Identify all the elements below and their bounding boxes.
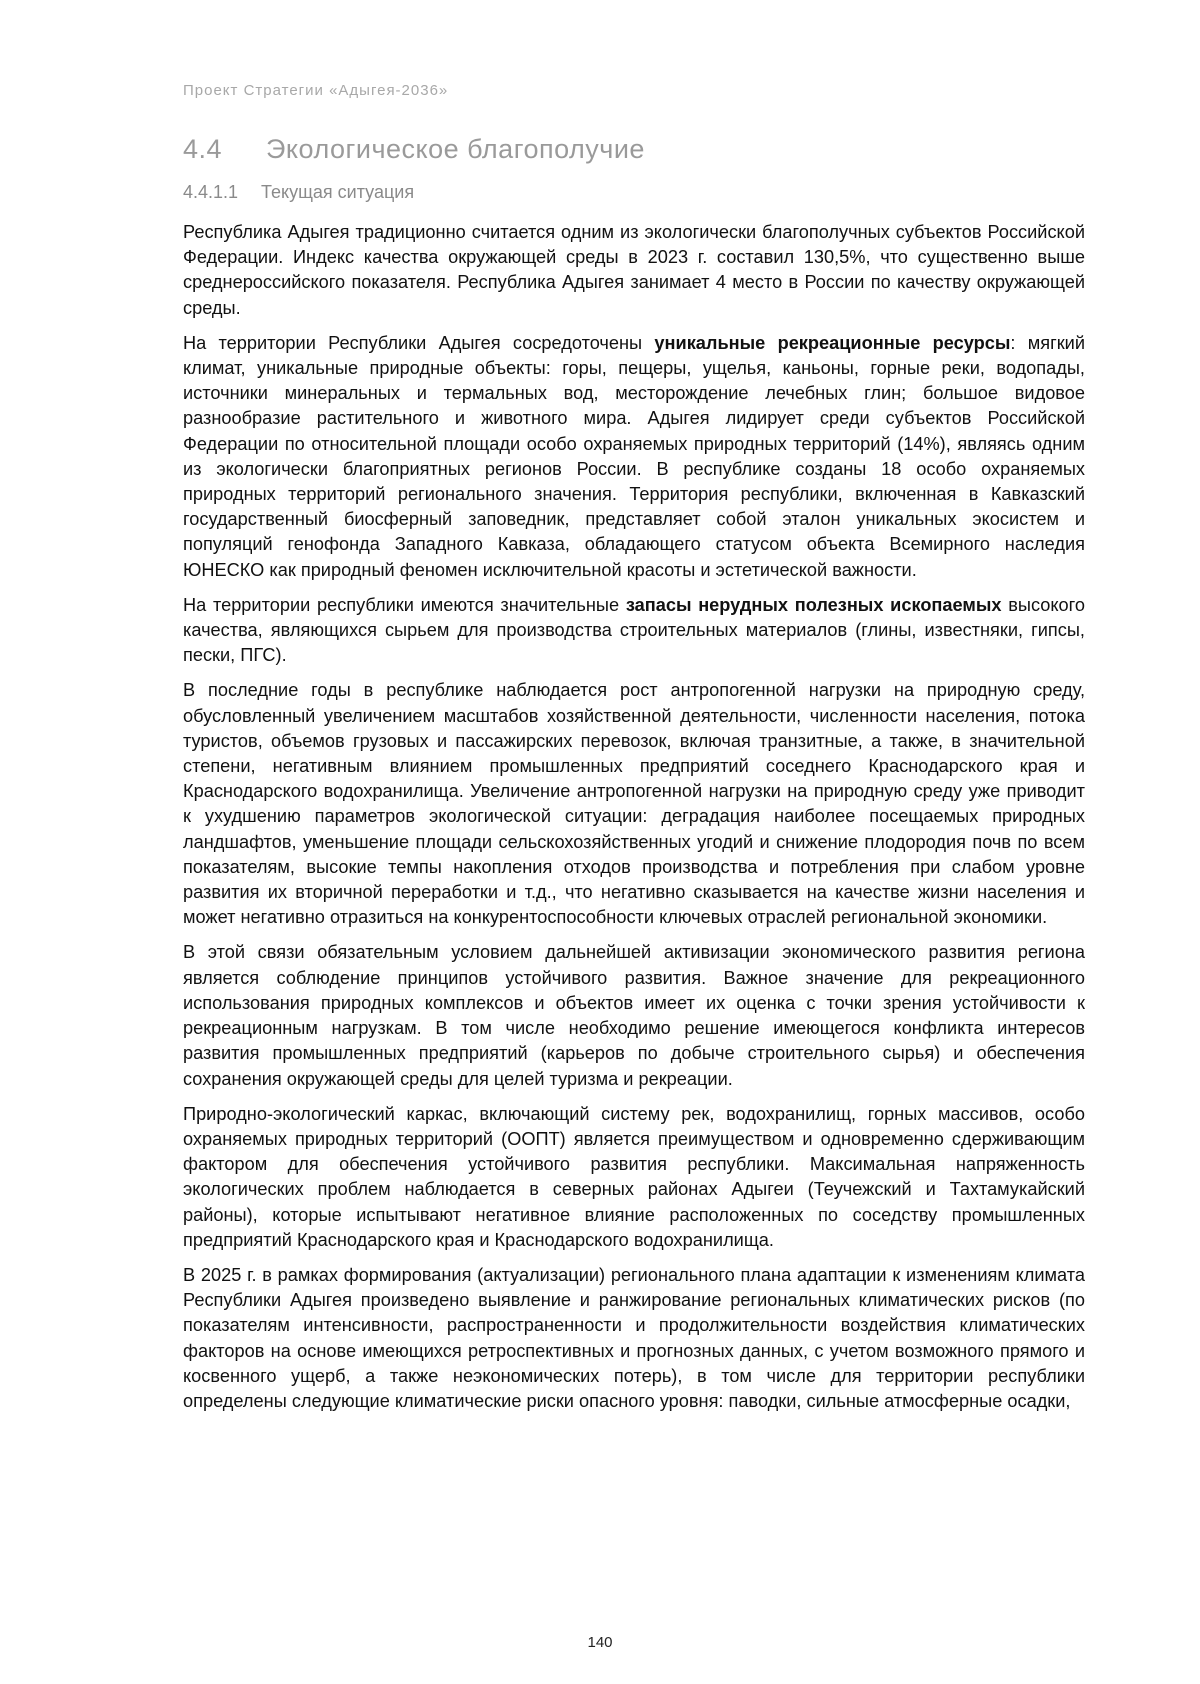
paragraph-3-text-a: На территории республики имеются значительные <box>183 594 626 615</box>
paragraph-7: В 2025 г. в рамках формирования (актуализации) регионального плана адаптации к изменениям климата Республики Адыгея произведено выявление и ранжирование региональных климатических рисков (по показателям интенсивности, распространенности и продолжительности воздействия климатических факторов на основе имеющихся ретроспективных и прогнозных данных, с учетом возможного прямого и косвенного ущерб, а также неэкономических потерь), в том числе для территории республики определены следующие климатические риски опасного уровня: паводки, сильные атмосферные осадки, <box>183 1264 1085 1411</box>
section-title: Экологическое благополучие <box>266 134 645 164</box>
paragraph-2-text-a: На территории Республики Адыгея сосредоточены <box>183 332 655 353</box>
paragraph-5: В этой связи обязательным условием дальнейшей активизации экономического развития региона является соблюдение принципов устойчивого развития. Важное значение для рекреационного использования природных комплексов и объектов имеет их оценка с точки зрения устойчивости к рекреационным нагрузкам. В том числе необходимо решение имеющегося конфликта интересов развития промышленных предприятий (карьеров по добыче строительного сырья) и обеспечения сохранения окружающей среды для целей туризма и рекреации. <box>183 942 1085 1089</box>
paragraph-3-text-b: высокого качества, являющихся сырьем для производства строительных материалов (глины, известняки, гипсы, пески, ПГС). <box>183 594 1085 666</box>
body-text <box>183 220 1085 1414</box>
page-number: 140 <box>587 1634 613 1651</box>
subsection-title: Текущая ситуация <box>261 182 415 202</box>
paragraph-4: В последние годы в республике наблюдается рост антропогенной нагрузки на природную среду, обусловленный увеличением масштабов хозяйственной деятельности, численности населения, потока туристов, объемов грузовых и пассажирских перевозок, включая транзитные, а также, в значительной степени, негативным влиянием промышленных предприятий соседнего Краснодарского края и Краснодарского водохранилища. Увеличение антропогенной нагрузки на природную среду уже приводит к ухудшению параметров экологической ситуации: деградация наиболее посещаемых природных ландшафтов, уменьшение площади сельскохозяйственных угодий и снижение плодородия почв по всем показателям, высокие темпы накопления отходов производства и потребления при слабом уровне развития их вторичной переработки и т.д., что негативно сказывается на качестве жизни населения и может негативно отразиться на конкурентоспособности ключевых отраслей региональной экономики. <box>183 680 1085 928</box>
paragraph-3 <box>183 593 1085 669</box>
running-header: Проект Стратегии «Адыгея-2036» <box>183 82 449 99</box>
subsection-heading <box>183 182 414 203</box>
paragraph-6: Природно-экологический каркас, включающий систему рек, водохранилищ, горных массивов, особо охраняемых природных территорий (ООПТ) является преимуществом и одновременно сдерживающим фактором для обеспечения устойчивого развития республики. Максимальная напряженность экологических проблем наблюдается в северных районах Адыгеи (Теучежский и Тахтамукайский районы), которые испытывают негативное влияние расположенных по соседству промышленных предприятий Краснодарского края и Краснодарского водохранилища. <box>183 1103 1085 1250</box>
paragraph-2 <box>183 331 1085 583</box>
section-number: 4.4 <box>183 134 223 164</box>
paragraph-2-text-b: : мягкий климат, уникальные природные объекты: горы, пещеры, ущелья, каньоны, горные реки, водопады, источники минеральных и термальных вод, месторождение лечебных глин; большое видовое разнообразие растительного и животного мира. Адыгея лидирует среди субъектов Российской Федерации по относительной площади особо охраняемых природных территорий (14%), являясь одним из экологически благоприятных регионов России. В республике созданы 18 особо охраняемых природных территорий регионального значения. Территория республики, включенная в Кавказский государственный биосферный заповедник, представляет собой эталон уникальных экосистем и популяций генофонда Западного Кавказа, обладающего статусом объекта Всемирного наследия ЮНЕСКО как природный феномен исключительной красоты и эстетической важности. <box>183 332 1085 580</box>
paragraph-1: Республика Адыгея традиционно считается одним из экологически благополучных субъектов Российской Федерации. Индекс качества окружающей среды в 2023 г. составил 130,5%, что существенно выше среднероссийского показателя. Республика Адыгея занимает 4 место в России по качеству окружающей среды. <box>183 222 1085 318</box>
paragraph-2-bold: уникальные рекреационные ресурсы <box>654 332 1011 353</box>
paragraph-3-bold: запасы нерудных полезных ископаемых <box>625 594 1002 615</box>
subsection-number: 4.4.1.1 <box>183 182 239 202</box>
section-heading <box>183 134 645 165</box>
